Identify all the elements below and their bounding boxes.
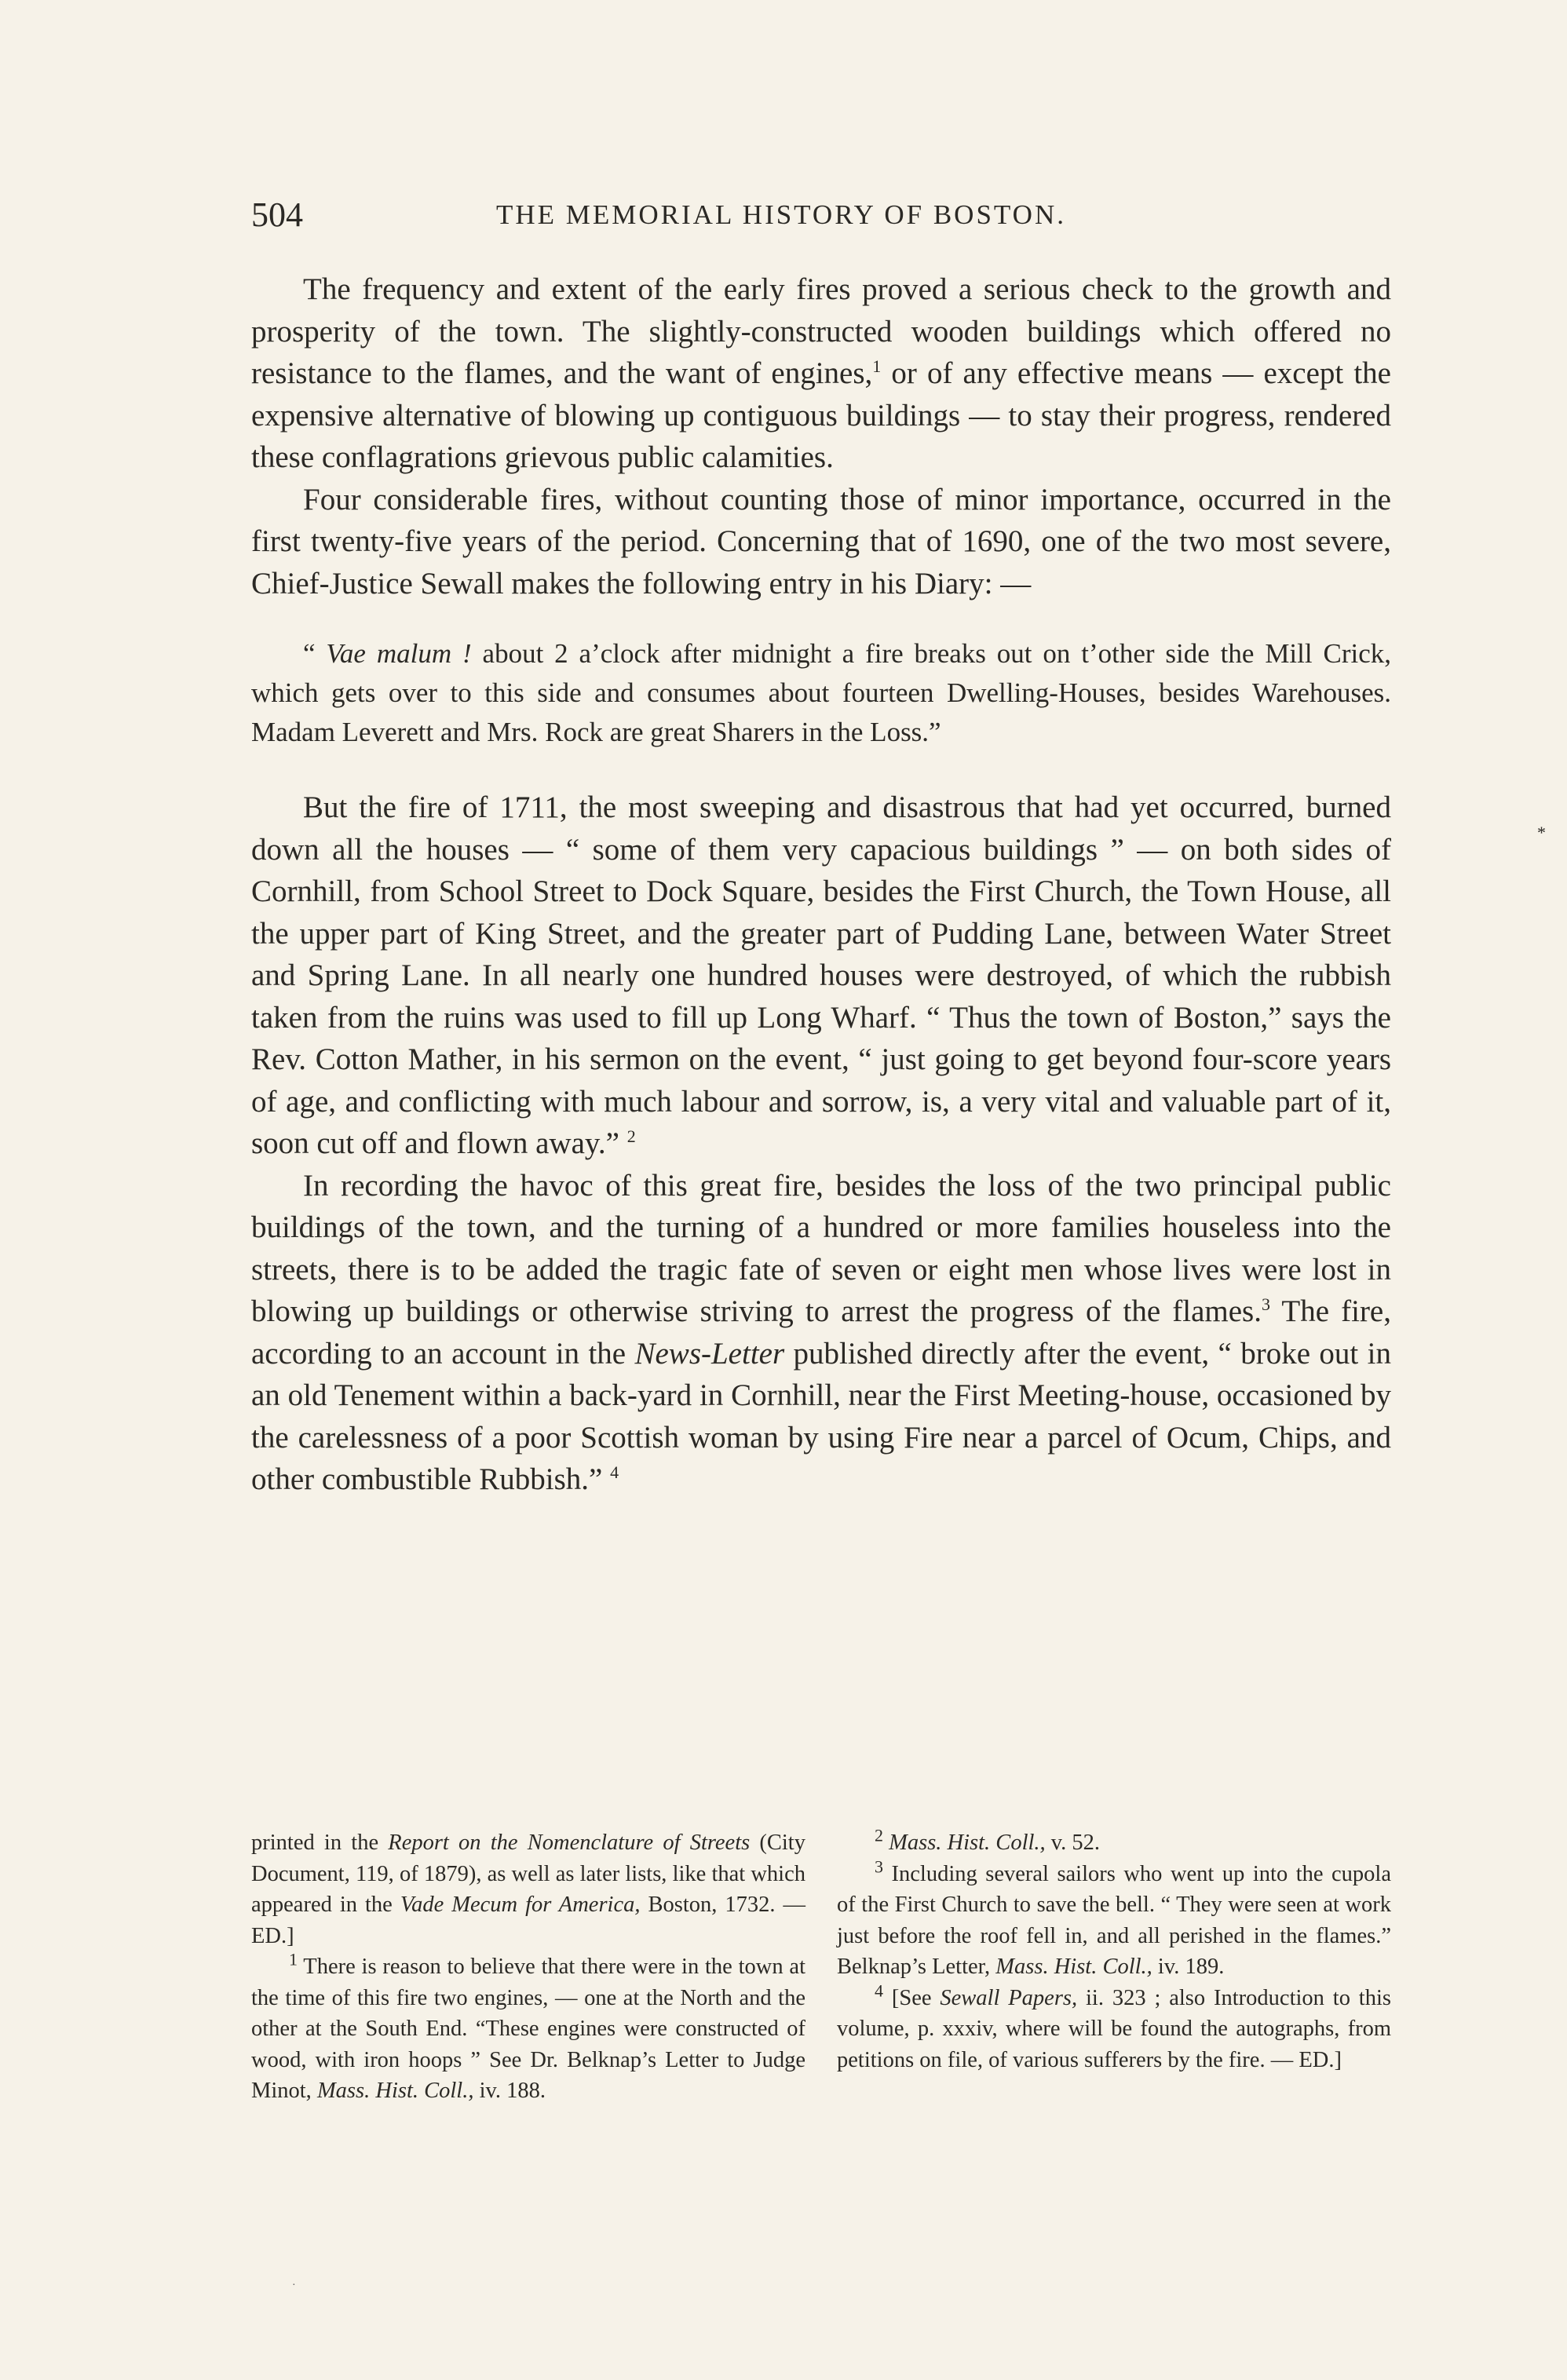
footnote-1: $^1$ There is reason to believe that there were in the town at the time of this fire two engines, — one at the North and the other at the South End. “These engines were constructed of wood, with iron hoops ” See Dr. Belknap’s Letter to Judge Minot, Mass. Hist. Coll., iv. 188.: [251, 1949, 805, 2103]
footnotes-right-column: [837, 1827, 1391, 2107]
paragraph-4: In recording the havoc of this great fire, besides the loss of the two principal public buildings of the town, and the turning of a hundred or more families houseless into the streets, there is to be added the tragic fate of seven or eight men whose lives were lost in blowing up buildings or otherwise striving to arrest the progress of the flames.$^3$ The fire, according to an account in the News-Letter published directly after the event, “ broke out in an old Tenement within a back-yard in Cornhill, near the First Meeting-house, occasioned by the carelessness of a poor Scottish woman by using Fire near a parcel of Ocum, Chips, and other combustible Rubbish.” $^4$: [251, 1168, 1391, 1496]
footnotes-left-column: [251, 1827, 805, 2107]
footnote-continuation: printed in the Report on the Nomenclature of Streets (City Document, 119, of 1879), as well as later lists, like that which appeared in the Vade Mecum for America, Boston, 1732. — ED.]: [251, 1831, 805, 1948]
page-speck: ·: [292, 2280, 296, 2291]
footnote-3: $^3$ Including several sailors who went up into the cupola of the First Church to save the bell. “ They were seen at work just before the roof fell in, and all perished in the flames.” Belknap’s Letter, Mass. Hist. Coll., iv. 189.: [837, 1856, 1391, 1979]
footnote-ref: 1: [872, 356, 882, 376]
page-header: [251, 195, 1390, 242]
footnote-ref: 2: [626, 1126, 636, 1146]
main-text: [251, 268, 1391, 1501]
footnote-2: $^2$ Mass. Hist. Coll., v. 52.: [875, 1825, 1101, 1855]
paragraph-3: But the fire of 1711, the most sweeping and disastrous that had yet occurred, burned down all the houses — “ some of them very capacious buildings ” — on both sides of Cornhill, from School Street to Dock Square, besides the First Church, the Town House, all the upper part of King Street, and the greater part of Pudding Lane, between Water Street and Spring Lane. In all nearly one hundred houses were destroyed, of which the rubbish taken from the ruins was used to fill up Long Wharf. “ Thus the town of Boston,” says the Rev. Cotton Mather, in his sermon on the event, “ just going to get beyond four-score years of age, and conflicting with much labour and sorrow, is, a very vital and valuable part of it, soon cut off and flown away.” $^2$: [251, 790, 1391, 1160]
paragraph-2: Four considerable fires, without counting those of minor importance, occurred in the first twenty-five years of the period. Concerning that of 1690, one of the two most severe, Chief-Justice Sewall makes the following entry in his Diary: —: [251, 482, 1391, 600]
paragraph-1: The frequency and extent of the early fires proved a serious check to the growth and prosperity of the town. The slightly-constructed wooden buildings which offered no resistance to the flames, and the want of engines,$^1$ or of any effective means — except the expensive alternative of blowing up contiguous buildings — to stay their progress, rendered these conflagrations grievous public calamities.: [251, 272, 1391, 474]
footnotes: [251, 1827, 1391, 2107]
footnote-4: $^4$ [See Sewall Papers, ii. 323 ; also Introduction to this volume, p. xxxiv, where will be found the autographs, from petitions on file, of various sufferers by the fire. — ED.]: [837, 1980, 1391, 2072]
footnote-ref: 4: [610, 1462, 619, 1482]
margin-mark: *: [1537, 823, 1546, 842]
footnote-ref: 3: [1262, 1294, 1270, 1314]
running-title: THE MEMORIAL HISTORY OF BOSTON.: [496, 199, 1066, 230]
page-number: 504: [251, 195, 303, 234]
block-quote: “ Vae malum ! about 2 a’clock after midnight a fire breaks out on t’other side the Mill Crick, which gets over to this side and consumes about fourteen Dwelling-Houses, besides Warehouses. Madam Leverett and Mrs. Rock are great Sharers in the Loss.”: [251, 638, 1391, 747]
